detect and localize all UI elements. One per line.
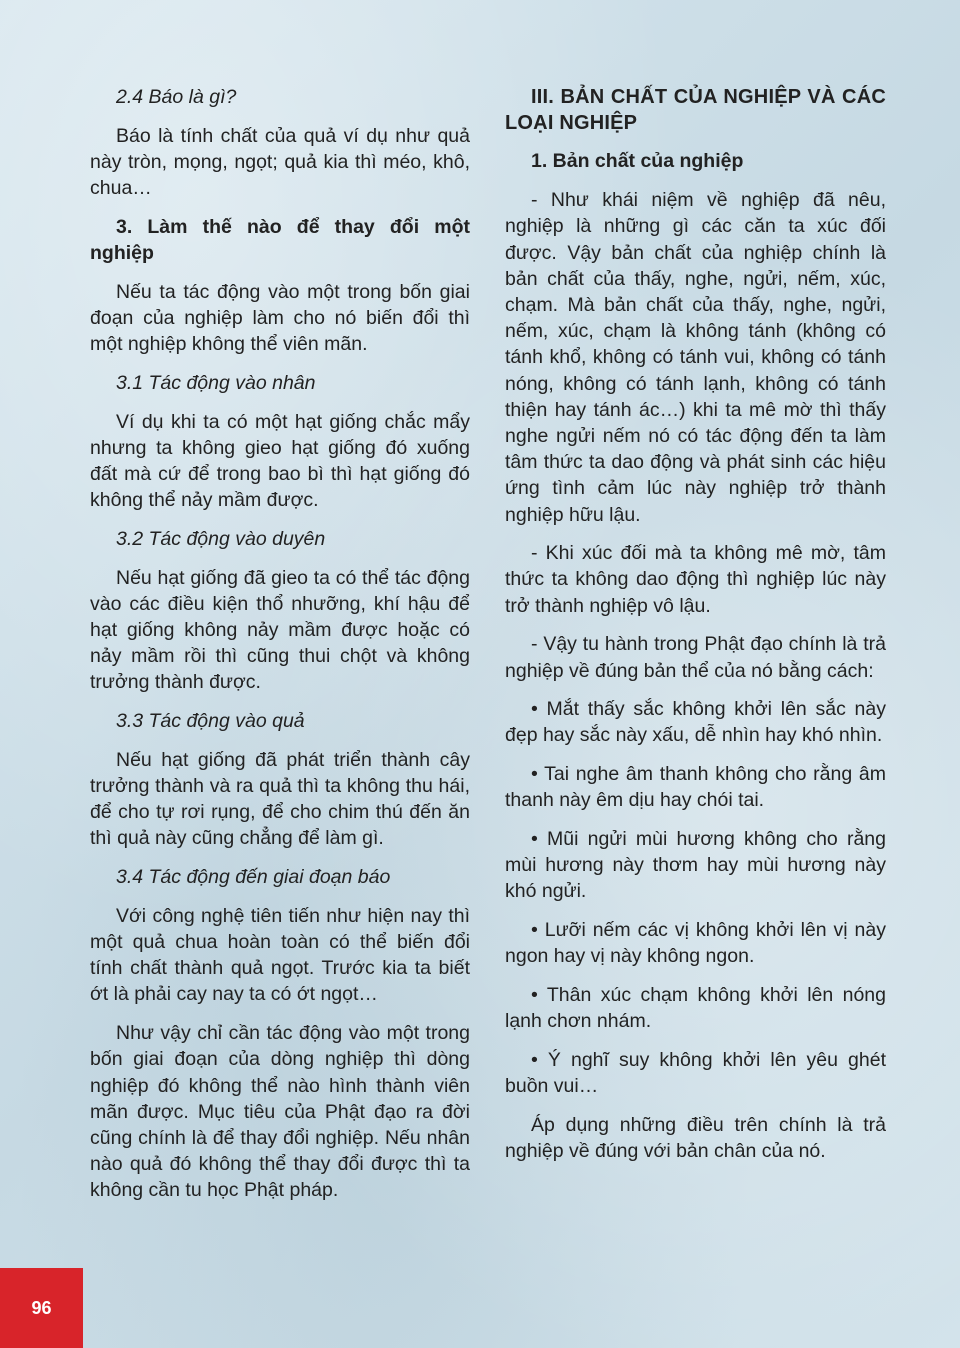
bullet-item: • Mắt thấy sắc không khởi lên sắc này đẹp hay sắc này xấu, dễ nhìn hay khó nhìn. [505, 698, 886, 747]
subheading-2-4: 2.4 Báo là gì? [116, 86, 237, 108]
subheading-3-4: 3.4 Tác động đến giai đoạn báo [116, 866, 391, 889]
bullet-item: • Tai nghe âm thanh không cho rằng âm thanh này êm dịu hay chói tai. [505, 763, 886, 812]
bullet-item: • Ý nghĩ suy không khởi lên yêu ghét buồn vui… [505, 1049, 886, 1098]
bullet-item: • Lưỡi nếm các vị không khởi lên vị này ngon hay vị này không ngon. [505, 919, 886, 968]
page-number: 96 [31, 1297, 52, 1318]
paragraph: - Như khái niệm về nghiệp đã nêu, nghiệp là những gì các căn ta xúc đối được. Vậy bản chất của nghiệp chính là bản chất của thấy, nghe, ngửi, nếm, xúc, chạm. Mà bản chất của thấy, nghe, ngửi, nếm, xúc, chạm là không tánh (không có tánh khổ, không có tánh vui, không có tánh nóng, không có tánh lạnh, không có tánh thiện hay tánh ác…) khi ta mê mờ thì thấy nghe ngửi nếm nó có tác động đến ta làm tâm thức ta dao động và phát sinh các hiệu ứng tình cảm lúc này nghiệp trở thành nghiệp hữu lậu. [505, 189, 886, 526]
right-column [505, 84, 886, 1177]
paragraph: Nếu hạt giống đã gieo ta có thể tác động vào các điều kiện thổ nhưỡng, khí hậu để hạt giống không nảy mầm được hoặc có nảy mầm rồi thì cũng thui chột và không trưởng thành được. [90, 566, 470, 694]
section-heading-3: 3. Làm thế nào để thay đổi một nghiệp [90, 215, 470, 265]
subheading-3-1: 3.1 Tác động vào nhân [116, 371, 316, 394]
bullet-item: • Thân xúc chạm không khởi lên nóng lạnh chơn nhám. [505, 984, 886, 1033]
paragraph: Với công nghệ tiên tiến như hiện nay thì một quả chua hoàn toàn có thể biến đổi tính chất thành quả ngọt. Trước kia ta biết ớt là phải cay nay ta có ớt ngọt… [90, 904, 470, 1006]
paragraph: - Vậy tu hành trong Phật đạo chính là trả nghiệp về đúng bản thể của nó bằng cách: [505, 633, 886, 682]
paragraph: Nếu hạt giống đã phát triển thành cây trưởng thành và ra quả thì ta không thu hái, để cho tự rơi rụng, để cho chim thú đến ăn thì quả này cũng chẳng để làm gì. [90, 748, 470, 850]
section-heading-1: 1. Bản chất của nghiệp [531, 150, 744, 173]
paragraph: Báo là tính chất của quả ví dụ như quả này tròn, mọng, ngọt; quả kia thì méo, khô, chua… [90, 124, 470, 200]
subheading-3-2: 3.2 Tác động vào duyên [116, 527, 326, 550]
page-number-box [0, 1268, 83, 1348]
bullet-item: • Mũi ngửi mùi hương không cho rằng mùi hương này thơm hay mùi hương này khó ngửi. [505, 828, 886, 903]
paragraph: Ví dụ khi ta có một hạt giống chắc mẩy nhưng ta không gieo hạt giống đó xuống đất mà cứ để trong bao bì thì hạt giống đó không thể nảy mầm được. [90, 410, 470, 512]
paragraph: Nếu ta tác động vào một trong bốn giai đoạn của nghiệp làm cho nó biến đổi thì một nghiệp không thể viên mãn. [90, 280, 470, 356]
chapter-heading-iii: III. BẢN CHẤT CỦA NGHIỆP VÀ CÁC LOẠI NGHIỆP [505, 86, 886, 135]
paragraph: Như vậy chỉ cần tác động vào một trong bốn giai đoạn của dòng nghiệp thì dòng nghiệp đó không thể nào hình thành viên mãn được. Mục tiêu của Phật đạo ra đời cũng chính là để thay đổi nghiệp. Nếu nhân nào quả đó không thể thay đổi được thì ta không cần tu học Phật pháp. [90, 1022, 470, 1202]
subheading-3-3: 3.3 Tác động vào quả [116, 710, 305, 733]
paragraph: Áp dụng những điều trên chính là trả nghiệp về đúng với bản chân của nó. [505, 1113, 886, 1163]
left-column [90, 84, 470, 1216]
paragraph: - Khi xúc đối mà ta không mê mờ, tâm thức ta không dao động thì nghiệp lúc này trở thành nghiệp vô lậu. [505, 542, 886, 617]
